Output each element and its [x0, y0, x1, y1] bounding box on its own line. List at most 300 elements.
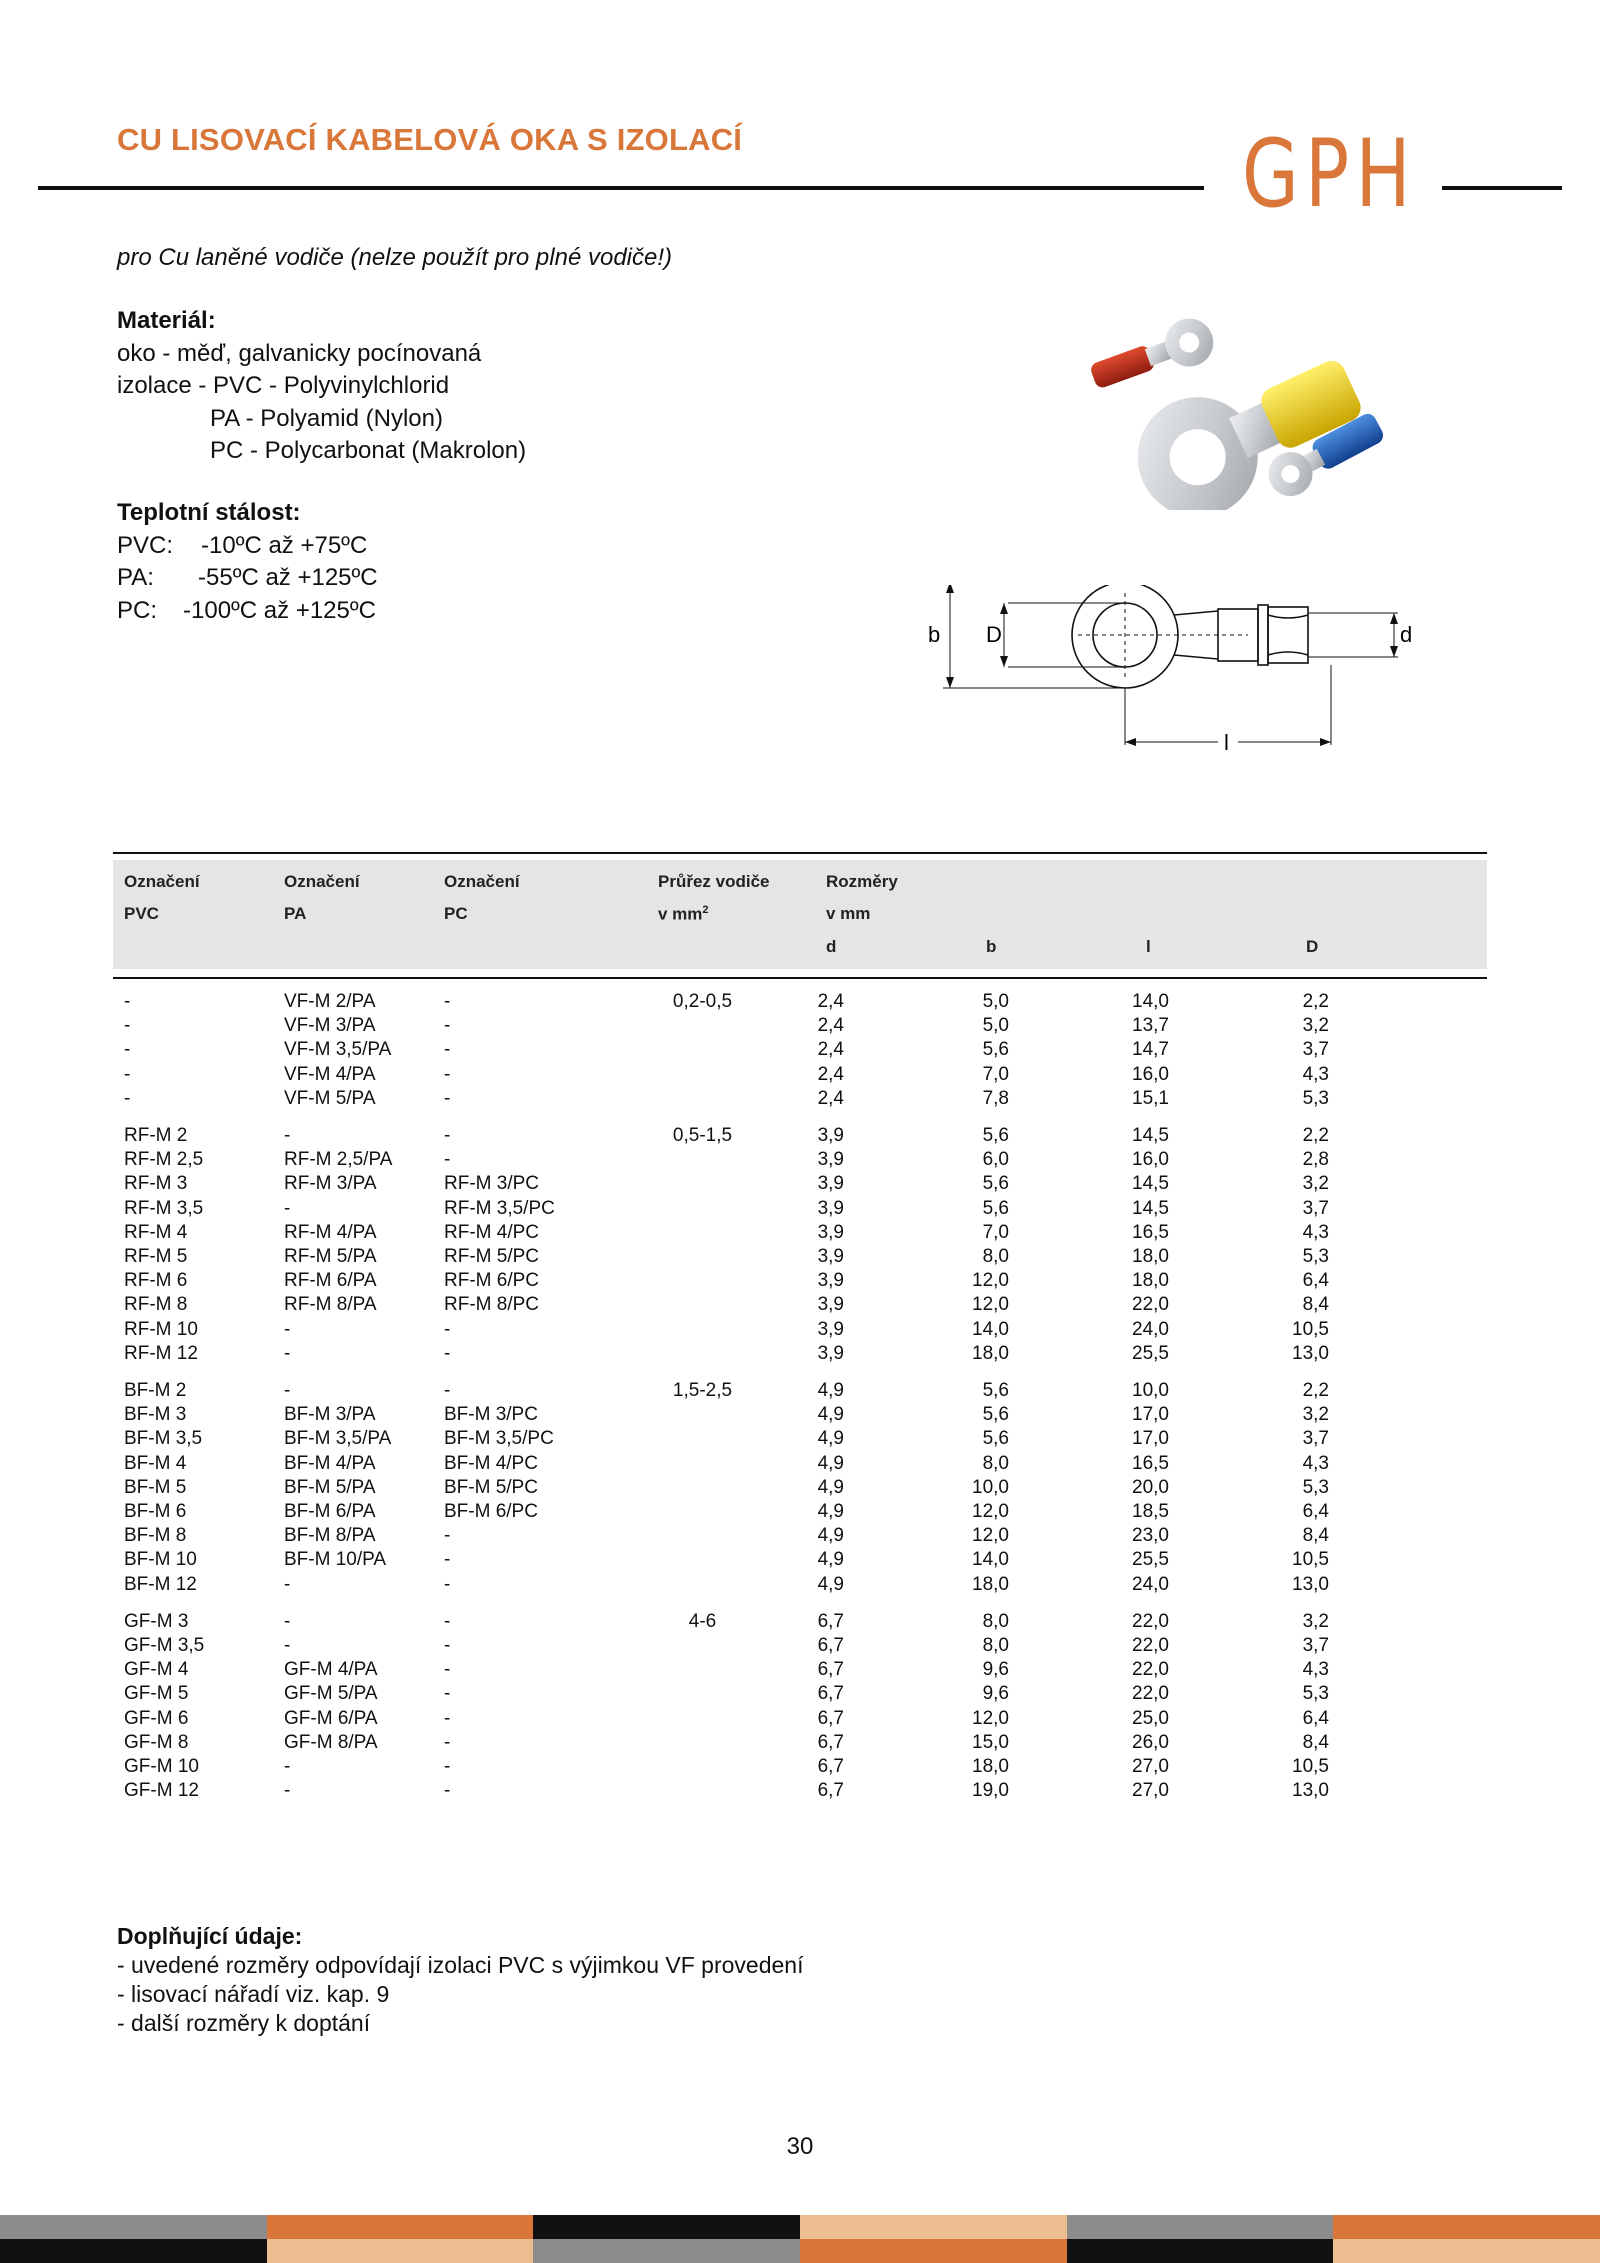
stripe-row-bottom [0, 2239, 1600, 2263]
table-row [0, 1379, 1600, 1403]
header-pa-line2: PA [284, 904, 307, 923]
header-cross-section-line1: Průřez vodiče [658, 872, 770, 891]
cell-b: 7,0 [982, 1063, 1009, 1085]
cell-pc: BF-M 6/PC [444, 1501, 538, 1522]
table-row [0, 1427, 1600, 1451]
cell-pvc: - [124, 991, 131, 1012]
cell-pa: - [284, 1610, 291, 1632]
temperature-label: PA: [117, 564, 154, 591]
cell-D: 4,3 [1302, 1659, 1329, 1681]
table-row [0, 1779, 1600, 1803]
stripe-segment [267, 2239, 534, 2263]
stripe-segment [267, 2215, 534, 2239]
header-pvc-line1: Označení [124, 872, 200, 891]
cell-d: 6,7 [817, 1756, 844, 1777]
cell-l: 16,5 [1132, 1452, 1169, 1474]
cell-D: 6,4 [1302, 1707, 1329, 1729]
cell-D: 3,2 [1302, 1404, 1329, 1426]
cell-pvc: RF-M 2 [124, 1125, 188, 1146]
table-row [0, 1682, 1600, 1706]
cell-pvc: GF-M 5 [124, 1683, 189, 1705]
material-line: PC - Polycarbonat (Makrolon) [210, 437, 527, 464]
table-row [0, 1452, 1600, 1476]
temperature-heading: Teplotní stálost: [117, 499, 301, 526]
stripe-segment [0, 2239, 267, 2263]
table-row [0, 1014, 1600, 1038]
table-row [0, 1476, 1600, 1500]
cell-pa: - [284, 1197, 291, 1219]
temperature-row [117, 595, 378, 628]
cell-D: 2,2 [1302, 1380, 1329, 1401]
cell-pc: - [444, 1149, 451, 1171]
cell-D: 6,4 [1302, 1501, 1329, 1522]
cell-d: 3,9 [817, 1173, 844, 1195]
dim-label-l: l [1224, 730, 1229, 755]
stripe-segment [800, 2239, 1067, 2263]
cell-D: 13,0 [1292, 1573, 1329, 1595]
cell-l: 18,0 [1132, 1246, 1169, 1267]
dim-label-d: d [1400, 622, 1413, 647]
cell-D: 6,4 [1302, 1270, 1329, 1292]
table-row [0, 1124, 1600, 1148]
cell-d: 4,9 [817, 1501, 844, 1522]
table-row [0, 1318, 1600, 1342]
table-row [0, 990, 1600, 1014]
cell-pvc: GF-M 3 [124, 1610, 189, 1632]
cell-b: 5,0 [982, 1015, 1009, 1037]
note-line: - další rozměry k doptání [117, 2010, 371, 2036]
header-sub-D: D [1306, 937, 1319, 956]
cell-l: 17,0 [1132, 1404, 1169, 1426]
cell-d: 6,7 [817, 1683, 844, 1705]
cell-l: 18,0 [1132, 1270, 1169, 1292]
cell-pvc: BF-M 12 [124, 1573, 197, 1595]
cell-D: 5,3 [1302, 1246, 1329, 1267]
header-dimensions-line1: Rozměry [826, 872, 898, 891]
cell-pc: - [444, 1780, 451, 1802]
cell-d: 2,4 [817, 1039, 844, 1061]
cell-pvc: BF-M 2 [124, 1380, 187, 1401]
cell-pc: - [444, 1635, 451, 1656]
cell-pvc: BF-M 10 [124, 1549, 197, 1571]
cell-pc: - [444, 1015, 451, 1037]
cell-l: 22,0 [1132, 1659, 1169, 1681]
cell-pvc: - [124, 1015, 131, 1037]
cell-D: 3,2 [1302, 1173, 1329, 1195]
cell-D: 4,3 [1302, 1221, 1329, 1243]
cell-d: 6,7 [817, 1780, 844, 1802]
cell-pa: RF-M 5/PA [284, 1246, 377, 1267]
cell-D: 5,3 [1302, 1087, 1329, 1109]
stripe-row-top [0, 2215, 1600, 2239]
cell-pa: - [284, 1125, 291, 1146]
dim-label-D: D [986, 622, 1002, 647]
cell-cross-section: 4-6 [688, 1610, 717, 1632]
cell-pa: GF-M 4/PA [284, 1659, 378, 1681]
cell-d: 4,9 [817, 1452, 844, 1474]
table-row [0, 1269, 1600, 1293]
cell-l: 27,0 [1132, 1756, 1169, 1777]
cell-b: 5,0 [982, 991, 1009, 1012]
cell-pa: BF-M 3,5/PA [284, 1428, 392, 1450]
cell-pvc: RF-M 10 [124, 1318, 198, 1340]
cell-b: 14,0 [972, 1318, 1009, 1340]
cell-pc: - [444, 1756, 451, 1777]
cell-b: 18,0 [972, 1756, 1009, 1777]
cell-pa: VF-M 4/PA [284, 1063, 376, 1085]
cell-l: 27,0 [1132, 1780, 1169, 1802]
brand-logo: GPH [1242, 120, 1417, 229]
cell-b: 9,6 [982, 1659, 1009, 1681]
cell-pc: BF-M 3/PC [444, 1404, 538, 1426]
cell-pvc: GF-M 4 [124, 1659, 189, 1681]
cell-pa: GF-M 6/PA [284, 1707, 378, 1729]
cell-d: 3,9 [817, 1125, 844, 1146]
cell-pc: RF-M 6/PC [444, 1270, 539, 1292]
temperature-value: -10ºC až +75ºC [201, 531, 368, 559]
cell-D: 2,2 [1302, 1125, 1329, 1146]
cell-d: 4,9 [817, 1404, 844, 1426]
header-pvc-line2: PVC [124, 904, 159, 923]
cell-b: 12,0 [972, 1707, 1009, 1729]
product-photo [1080, 300, 1420, 515]
cell-pa: BF-M 4/PA [284, 1452, 376, 1474]
cell-D: 8,4 [1302, 1525, 1329, 1547]
table-row [0, 1403, 1600, 1427]
cell-l: 17,0 [1132, 1428, 1169, 1450]
stripe-segment [1067, 2239, 1334, 2263]
cell-pvc: BF-M 3,5 [124, 1428, 203, 1450]
cell-pvc: GF-M 10 [124, 1756, 199, 1777]
cell-l: 22,0 [1132, 1294, 1169, 1316]
cell-pc: BF-M 3,5/PC [444, 1428, 554, 1450]
header-pa-line1: Označení [284, 872, 360, 891]
cell-pc: - [444, 1573, 451, 1595]
table-row [0, 1221, 1600, 1245]
cell-pc: RF-M 4/PC [444, 1221, 539, 1243]
cell-pvc: RF-M 4 [124, 1221, 188, 1243]
table-header-bottom-rule [113, 977, 1487, 979]
cell-pvc: BF-M 4 [124, 1452, 187, 1474]
table-row [0, 1087, 1600, 1111]
table-row [0, 1610, 1600, 1634]
cell-pvc: RF-M 3,5 [124, 1197, 204, 1219]
cell-pc: - [444, 1063, 451, 1085]
ring-terminals-image [1080, 300, 1420, 510]
cell-pa: BF-M 5/PA [284, 1476, 376, 1498]
material-section [117, 305, 526, 468]
header-sub-l: l [1146, 937, 1151, 956]
stripe-segment [1067, 2215, 1334, 2239]
table-row [0, 1172, 1600, 1196]
cell-pc: - [444, 1731, 451, 1753]
cell-l: 25,0 [1132, 1707, 1169, 1729]
cell-d: 4,9 [817, 1573, 844, 1595]
cell-l: 20,0 [1132, 1476, 1169, 1498]
table-row [0, 1063, 1600, 1087]
table-row [0, 1573, 1600, 1597]
cell-D: 2,8 [1302, 1149, 1329, 1171]
cell-b: 18,0 [972, 1573, 1009, 1595]
table-row [0, 1755, 1600, 1779]
stripe-segment [1333, 2239, 1600, 2263]
cell-d: 3,9 [817, 1149, 844, 1171]
cell-l: 23,0 [1132, 1525, 1169, 1547]
cell-b: 5,6 [982, 1039, 1009, 1061]
cell-b: 10,0 [972, 1476, 1009, 1498]
header-pc-line2: PC [444, 904, 468, 923]
table-row [0, 1148, 1600, 1172]
cell-b: 9,6 [982, 1683, 1009, 1705]
cell-D: 10,5 [1292, 1549, 1329, 1571]
cell-D: 3,7 [1302, 1039, 1329, 1061]
cell-D: 3,2 [1302, 1015, 1329, 1037]
material-line: oko - měď, galvanicky pocínovaná [117, 339, 482, 367]
cell-d: 3,9 [817, 1294, 844, 1316]
cell-D: 3,7 [1302, 1197, 1329, 1219]
cell-b: 12,0 [972, 1525, 1009, 1547]
dim-label-b: b [928, 622, 941, 647]
cell-D: 5,3 [1302, 1476, 1329, 1498]
temperature-row [117, 562, 378, 595]
cell-b: 5,6 [982, 1404, 1009, 1426]
note-line: - uvedené rozměry odpovídají izolaci PVC s výjimkou VF provedení [117, 1952, 804, 1978]
cell-b: 8,0 [982, 1610, 1009, 1632]
cell-l: 22,0 [1132, 1635, 1169, 1656]
cell-d: 2,4 [817, 1087, 844, 1109]
notes-heading: Doplňující údaje: [117, 1923, 303, 1949]
cell-pc: BF-M 5/PC [444, 1476, 538, 1498]
cell-pvc: RF-M 3 [124, 1173, 188, 1195]
cell-d: 6,7 [817, 1659, 844, 1681]
cell-d: 6,7 [817, 1731, 844, 1753]
cell-pa: - [284, 1573, 291, 1595]
subtitle: pro Cu laněné vodiče (nelze použít pro plné vodiče!) [117, 244, 672, 271]
temperature-section [117, 497, 378, 627]
cell-b: 6,0 [982, 1149, 1009, 1171]
cell-pa: - [284, 1318, 291, 1340]
cell-cross-section: 0,5-1,5 [672, 1125, 733, 1146]
cell-pa: RF-M 4/PA [284, 1221, 377, 1243]
material-line: izolace - PVC - Polyvinylchlorid [117, 372, 450, 399]
cell-l: 10,0 [1132, 1380, 1169, 1401]
cell-pvc: BF-M 5 [124, 1476, 187, 1498]
cell-b: 5,6 [982, 1173, 1009, 1195]
material-heading: Materiál: [117, 307, 216, 334]
cell-l: 16,0 [1132, 1063, 1169, 1085]
cell-b: 7,8 [982, 1087, 1009, 1109]
table-row [0, 1293, 1600, 1317]
cell-l: 14,5 [1132, 1197, 1169, 1219]
cell-l: 22,0 [1132, 1610, 1169, 1632]
cell-b: 12,0 [972, 1294, 1009, 1316]
cell-pc: - [444, 1549, 451, 1571]
cell-D: 3,2 [1302, 1610, 1329, 1632]
table-row [0, 1342, 1600, 1366]
cell-D: 8,4 [1302, 1294, 1329, 1316]
cell-pa: GF-M 8/PA [284, 1731, 378, 1753]
header-rule-right [1442, 186, 1562, 190]
table-row [0, 1245, 1600, 1269]
cell-l: 15,1 [1132, 1087, 1169, 1109]
cell-D: 10,5 [1292, 1756, 1329, 1777]
cell-D: 5,3 [1302, 1683, 1329, 1705]
cell-d: 6,7 [817, 1707, 844, 1729]
cell-d: 3,9 [817, 1221, 844, 1243]
temperature-label: PVC: [117, 531, 174, 559]
cell-l: 16,5 [1132, 1221, 1169, 1243]
cell-d: 4,9 [817, 1428, 844, 1450]
cell-pc: - [444, 1087, 451, 1109]
header-pc-line1: Označení [444, 872, 520, 891]
cell-pa: - [284, 1380, 291, 1401]
cell-l: 13,7 [1132, 1015, 1169, 1037]
cell-pvc: - [124, 1063, 131, 1085]
cell-pvc: BF-M 8 [124, 1525, 187, 1547]
header-cross-section-sup: 2 [702, 904, 709, 916]
cell-b: 12,0 [972, 1501, 1009, 1522]
header-sub-d: d [826, 937, 837, 956]
cell-pa: BF-M 6/PA [284, 1501, 376, 1522]
cell-pvc: - [124, 1039, 131, 1061]
cell-d: 4,9 [817, 1549, 844, 1571]
cell-pvc: - [124, 1087, 131, 1109]
cell-b: 8,0 [982, 1246, 1009, 1267]
temperature-label: PC: [117, 596, 158, 624]
dimension-diagram [928, 585, 1428, 765]
cell-pa: RF-M 2,5/PA [284, 1149, 393, 1171]
cell-D: 4,3 [1302, 1452, 1329, 1474]
cell-pa: BF-M 3/PA [284, 1404, 376, 1426]
cell-pa: - [284, 1635, 291, 1656]
cell-D: 10,5 [1292, 1318, 1329, 1340]
note-line: - lisovací nářadí viz. kap. 9 [117, 1981, 390, 2007]
footer-stripes [0, 2215, 1600, 2263]
cell-d: 2,4 [817, 1063, 844, 1085]
cell-D: 3,7 [1302, 1635, 1329, 1656]
table-row [0, 1634, 1600, 1658]
cell-pa: GF-M 5/PA [284, 1683, 378, 1705]
cell-pa: RF-M 3/PA [284, 1173, 377, 1195]
cell-pc: - [444, 1125, 451, 1146]
cell-pc: RF-M 5/PC [444, 1246, 539, 1267]
cell-b: 8,0 [982, 1635, 1009, 1656]
additional-notes [117, 1922, 803, 2038]
cell-pvc: BF-M 6 [124, 1501, 187, 1522]
temperature-value: -100ºC až +125ºC [183, 596, 376, 624]
cell-pa: RF-M 6/PA [284, 1270, 377, 1292]
cell-pc: - [444, 1659, 451, 1681]
cell-D: 2,2 [1302, 991, 1329, 1012]
cell-b: 5,6 [982, 1197, 1009, 1219]
cell-d: 3,9 [817, 1342, 844, 1364]
cell-pa: VF-M 3/PA [284, 1015, 376, 1037]
cell-pvc: GF-M 8 [124, 1731, 189, 1753]
cell-b: 18,0 [972, 1342, 1009, 1364]
cell-l: 24,0 [1132, 1573, 1169, 1595]
header-dimensions-line2: v mm [826, 904, 871, 923]
cell-b: 5,6 [982, 1428, 1009, 1450]
cell-D: 13,0 [1292, 1342, 1329, 1364]
cell-b: 14,0 [972, 1549, 1009, 1571]
cell-pvc: GF-M 3,5 [124, 1635, 205, 1656]
cell-pvc: BF-M 3 [124, 1404, 187, 1426]
header-cross-section-unit: v mm [658, 904, 703, 924]
cell-pa: - [284, 1756, 291, 1777]
cell-l: 25,5 [1132, 1549, 1169, 1571]
cell-pc: - [444, 1683, 451, 1705]
cell-d: 3,9 [817, 1246, 844, 1267]
cell-pvc: GF-M 12 [124, 1780, 199, 1802]
cell-b: 8,0 [982, 1452, 1009, 1474]
cell-d: 2,4 [817, 1015, 844, 1037]
cell-l: 24,0 [1132, 1318, 1169, 1340]
cell-b: 5,6 [982, 1380, 1009, 1401]
cell-D: 4,3 [1302, 1063, 1329, 1085]
cell-pa: VF-M 5/PA [284, 1087, 376, 1109]
cell-l: 14,5 [1132, 1125, 1169, 1146]
cell-pc: - [444, 1342, 451, 1364]
header-cross-section-line2 [658, 904, 709, 925]
cell-pa: RF-M 8/PA [284, 1294, 377, 1316]
table-row [0, 1731, 1600, 1755]
ring-terminal-drawing [928, 585, 1428, 760]
table-row [0, 1500, 1600, 1524]
cell-d: 3,9 [817, 1270, 844, 1292]
cell-pvc: RF-M 8 [124, 1294, 188, 1316]
cell-pc: - [444, 991, 451, 1012]
stripe-segment [0, 2215, 267, 2239]
cell-pc: - [444, 1380, 451, 1401]
table-row [0, 1197, 1600, 1221]
cell-pc: BF-M 4/PC [444, 1452, 538, 1474]
cell-d: 6,7 [817, 1635, 844, 1656]
cell-pc: - [444, 1318, 451, 1340]
cell-b: 7,0 [982, 1221, 1009, 1243]
cell-b: 12,0 [972, 1270, 1009, 1292]
cell-l: 18,5 [1132, 1501, 1169, 1522]
table-row [0, 1548, 1600, 1572]
cell-pvc: GF-M 6 [124, 1707, 189, 1729]
table-row [0, 1658, 1600, 1682]
temperature-value: -55ºC až +125ºC [198, 564, 378, 591]
cell-D: 3,7 [1302, 1428, 1329, 1450]
material-line: PA - Polyamid (Nylon) [210, 404, 443, 432]
cell-D: 13,0 [1292, 1780, 1329, 1802]
cell-l: 16,0 [1132, 1149, 1169, 1171]
stripe-segment [800, 2215, 1067, 2239]
cell-pvc: RF-M 5 [124, 1246, 188, 1267]
cell-pa: VF-M 2/PA [284, 991, 376, 1012]
cell-l: 22,0 [1132, 1683, 1169, 1705]
cell-d: 3,9 [817, 1197, 844, 1219]
cell-pa: - [284, 1342, 291, 1364]
cell-pc: RF-M 3/PC [444, 1173, 539, 1195]
cell-d: 4,9 [817, 1476, 844, 1498]
stripe-segment [533, 2215, 800, 2239]
header-sub-b: b [986, 937, 997, 956]
cell-b: 5,6 [982, 1125, 1009, 1146]
cell-d: 6,7 [817, 1610, 844, 1632]
cell-d: 4,9 [817, 1525, 844, 1547]
cell-cross-section: 1,5-2,5 [672, 1380, 733, 1401]
cell-pa: - [284, 1780, 291, 1802]
cell-l: 14,5 [1132, 1173, 1169, 1195]
table-row [0, 1524, 1600, 1548]
cell-pc: - [444, 1707, 451, 1729]
page-number: 30 [786, 2133, 814, 2160]
cell-pa: BF-M 10/PA [284, 1549, 387, 1571]
